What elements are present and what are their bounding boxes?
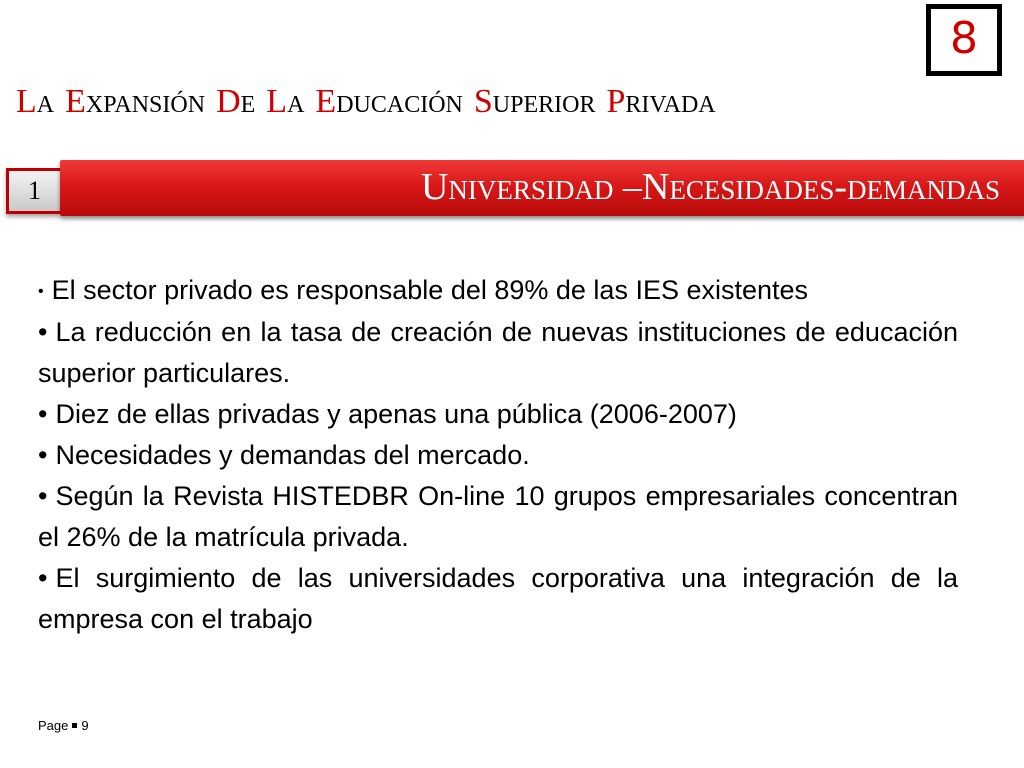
title-word-rest: xpansión	[85, 83, 206, 120]
bullet-item	[38, 394, 958, 435]
title-word	[65, 83, 206, 120]
title-word-initial: L	[266, 83, 288, 120]
square-bullet-icon	[72, 723, 77, 728]
bullet-dot-icon: •	[38, 399, 48, 429]
section-header-bar	[60, 160, 1024, 216]
title-word-rest: uperior	[492, 83, 596, 120]
title-word	[315, 83, 463, 120]
bullet-dot-icon: •	[38, 481, 48, 511]
bullet-dot-icon: •	[38, 283, 44, 300]
footer-label: Page	[38, 718, 69, 733]
title-word	[266, 83, 305, 120]
title-word	[16, 83, 55, 120]
bullet-list	[38, 270, 958, 640]
title-word-initial: E	[65, 83, 86, 120]
bullet-item	[38, 312, 958, 394]
title-word-rest: a	[287, 83, 305, 120]
slide-number-box: 8	[926, 4, 1002, 76]
title-word-initial: P	[606, 83, 626, 120]
title-word	[473, 83, 596, 120]
bullet-text: La reducción en la tasa de creación de nuevas instituciones de educación superior particulares.	[38, 317, 958, 388]
page-footer	[38, 718, 89, 733]
bullet-dot-icon: •	[38, 563, 48, 593]
bullet-text: Diez de ellas privadas y apenas una pública (2006-2007)	[55, 399, 737, 429]
title-word-rest: a	[36, 83, 55, 120]
bullet-text: El sector privado es responsable del 89% de las IES existentes	[51, 275, 809, 305]
bullet-text: Necesidades y demandas del mercado.	[55, 440, 530, 470]
title-word-rest: rivada	[625, 83, 716, 120]
title-word-initial: S	[473, 83, 493, 120]
title-word-rest: e	[240, 83, 256, 120]
bullet-item	[38, 270, 958, 312]
title-word-rest: ducación	[336, 83, 463, 120]
bullet-dot-icon: •	[38, 317, 48, 347]
title-word	[606, 83, 716, 120]
bullet-dot-icon: •	[38, 440, 48, 470]
section-number-badge: 1	[6, 168, 60, 214]
footer-page-number: 9	[81, 718, 89, 733]
bullet-item	[38, 476, 958, 558]
bullet-item	[38, 435, 958, 476]
title-word-initial: L	[16, 83, 37, 120]
title-word-initial: E	[315, 83, 337, 120]
title-word-initial: D	[216, 83, 241, 120]
bullet-text: El surgimiento de las universidades corporativa una integración de la empresa con el trabajo	[38, 563, 958, 634]
title-word	[216, 83, 256, 120]
main-title	[16, 82, 1016, 123]
bullet-item	[38, 558, 958, 640]
bullet-text: Según la Revista HISTEDBR On-line 10 grupos empresariales concentran el 26% de la matrícula privada.	[38, 481, 958, 552]
section-title: Universidad –Necesidades-demandas	[420, 166, 1000, 208]
